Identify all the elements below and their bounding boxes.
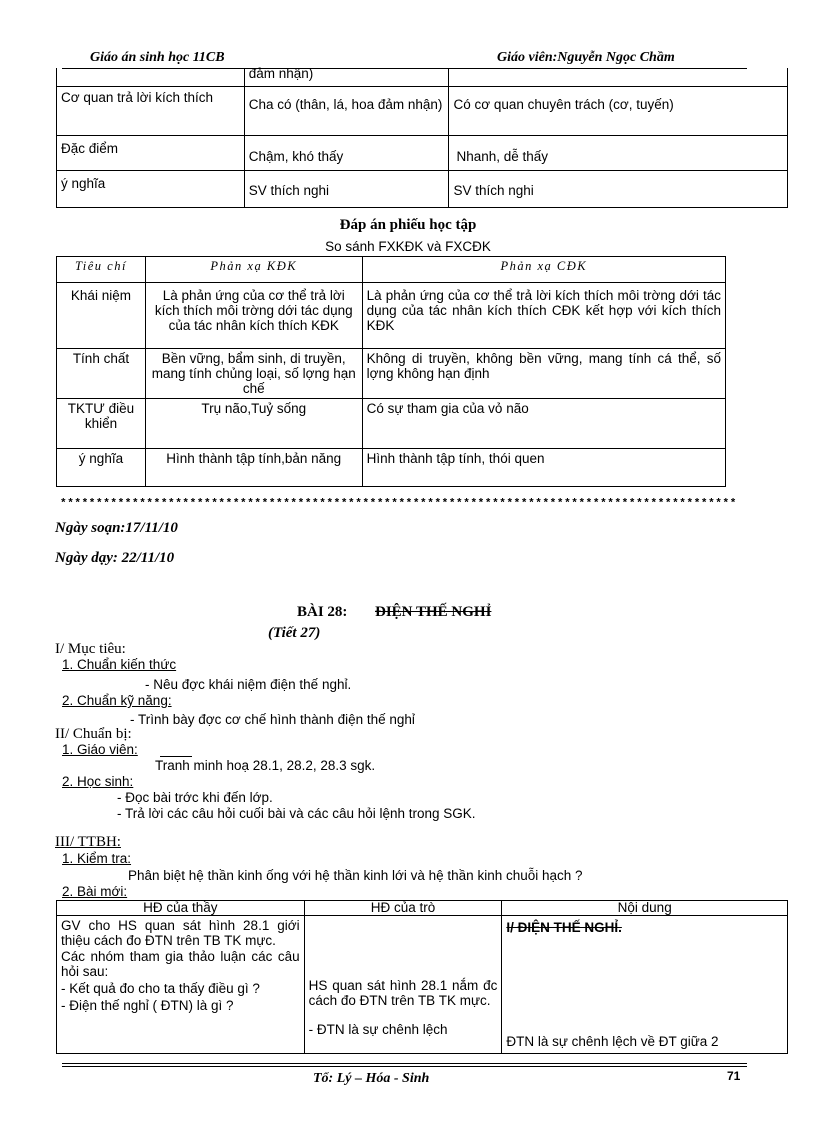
table-header: Phản xạ CĐK (362, 257, 725, 283)
section2-item1: Tranh minh hoạ 28.1, 28.2, 28.3 sgk. (155, 758, 376, 773)
table-cell: Khái niệm (57, 283, 146, 349)
content-heading: I/ ĐIỆN THẾ NGHỈ. (506, 920, 622, 935)
section2-item2b: - Trả lời các câu hỏi cuối bài và các câu hỏi lệnh trong SGK. (117, 806, 476, 821)
date-taught: Ngày dạy: 22/11/10 (55, 550, 175, 566)
activity-table (56, 900, 788, 1054)
student-para: HS quan sát hình 28.1 nắm đc cách đo ĐTN trên TB TK mực. (308, 978, 498, 1008)
table-cell: Bền vững, bẩm sinh, di truyền, mang tính chủng loại, số lợng hạn chế (145, 349, 362, 399)
table-row (57, 283, 726, 349)
table-cell: TKTƯ điều khiển (57, 399, 146, 449)
table-cell: Có cơ quan chuyên trách (cơ, tuyến) (449, 86, 788, 135)
answer-subtitle: So sánh FXKĐK và FXCĐK (325, 239, 491, 254)
table-header: Phản xạ KĐK (145, 257, 362, 283)
section2-heading: II/ Chuẩn bị: (55, 726, 132, 742)
reflex-comparison-table (56, 256, 726, 487)
page-number: 71 (727, 1069, 741, 1083)
table-header: HĐ của trò (304, 901, 502, 916)
teacher-activity-cell (57, 916, 305, 1054)
table-cell: Trụ não,Tuỷ sống (145, 399, 362, 449)
section1-sub2: 2. Chuẩn kỹ năng: (62, 693, 172, 708)
table-header: HĐ của thầy (57, 901, 305, 916)
table-row (57, 399, 726, 449)
table-cell (449, 68, 788, 86)
section2-item2a: - Đọc bài trớc khi đến lớp. (117, 790, 273, 805)
table-row (57, 449, 726, 487)
table-header: Nội dung (502, 901, 788, 916)
table-row (57, 349, 726, 399)
table-cell: SV thích nghi (449, 170, 788, 207)
table-header: Tiêu chí (57, 257, 146, 283)
star-separator: ********************************************************************************************** (60, 498, 737, 510)
section1-item1: - Nêu đợc khái niệm điện thế nghỉ. (145, 677, 352, 692)
section1-item2: - Trình bày đợc cơ chế hình thành điện thế nghỉ (130, 712, 415, 727)
header-left: Giáo án sinh học 11CB (90, 50, 225, 65)
table-row (57, 135, 788, 170)
table-cell: Cha có (thân, lá, hoa đảm nhận) (244, 86, 449, 135)
table-row (57, 916, 788, 1054)
table-cell: Là phản ứng của cơ thể trả lời kích thích môi trờng dới tác dụng của tác nhân kích thích KĐK (145, 283, 362, 349)
teacher-para: Các nhóm tham gia thảo luận các câu hỏi sau: (61, 949, 300, 979)
section3-sub1: 1. Kiểm tra: (62, 851, 132, 866)
table-cell: Tính chất (57, 349, 146, 399)
underline-rule (160, 756, 192, 757)
table-cell: đảm nhận) (244, 68, 449, 86)
lesson-period: (Tiết 27) (268, 625, 321, 641)
lesson-title: ĐIỆN THẾ NGHỈ (375, 604, 492, 620)
lesson-number: BÀI 28: (297, 604, 348, 620)
table-cell: ý nghĩa (57, 449, 146, 487)
date-prepared: Ngày soạn:17/11/10 (55, 520, 178, 536)
student-para: - ĐTN là sự chênh lệch (308, 1022, 448, 1037)
section2-sub1: 1. Giáo viên: (62, 742, 138, 757)
section1-heading: I/ Mục tiêu: (55, 641, 126, 657)
table-row (57, 86, 788, 135)
table-cell: Hình thành tập tính, thói quen (362, 449, 725, 487)
section2-sub2: 2. Học sinh: (62, 774, 134, 789)
table-cell: Nhanh, dễ thấy (449, 135, 788, 170)
table-cell: SV thích nghi (244, 170, 449, 207)
section3-item1: Phân biệt hệ thần kinh ống với hệ thần kinh lới và hệ thần kinh chuỗi hạch ? (128, 868, 583, 883)
table-cell: Hình thành tập tính,bản năng (145, 449, 362, 487)
table-cell (57, 68, 245, 86)
table-cell: Cơ quan trả lời kích thích (57, 86, 245, 135)
section3-heading: III/ TTBH: (55, 834, 121, 850)
footer-rule-top (62, 1063, 747, 1064)
table-cell: ý nghĩa (57, 170, 245, 207)
comparison-table-top (56, 68, 788, 208)
table-cell: Đặc điểm (57, 135, 245, 170)
teacher-para: GV cho HS quan sát hình 28.1 giới thiệu cách đo ĐTN trên TB TK mực. (61, 918, 300, 948)
table-row (57, 170, 788, 207)
table-cell: Chậm, khó thấy (244, 135, 449, 170)
content-text: ĐTN là sự chênh lệch về ĐT giữa 2 (506, 1034, 719, 1049)
footer-department: Tổ: Lý – Hóa - Sinh (313, 1071, 430, 1086)
content-cell (502, 916, 788, 1054)
section3-sub2: 2. Bài mới: (62, 884, 128, 899)
teacher-para: - Kết quả đo cho ta thấy điều gì ? (61, 981, 260, 996)
teacher-para: - Điện thế nghỉ ( ĐTN) là gì ? (61, 998, 234, 1013)
table-cell: Không di truyền, không bền vững, mang tính cá thể, số lợng không hạn định (362, 349, 725, 399)
header-right: Giáo viên:Nguyễn Ngọc Chầm (497, 50, 675, 65)
answer-title: Đáp án phiếu học tập (339, 217, 477, 233)
student-activity-cell (304, 916, 502, 1054)
table-cell: Là phản ứng của cơ thể trả lời kích thích môi trờng dới tác dụng của tác nhân kích thích CĐK kết hợp với kích thích KĐK (362, 283, 725, 349)
section1-sub1: 1. Chuẩn kiến thức (62, 657, 177, 672)
table-cell: Có sự tham gia của vỏ não (362, 399, 725, 449)
footer-rule-bottom (62, 1066, 747, 1067)
